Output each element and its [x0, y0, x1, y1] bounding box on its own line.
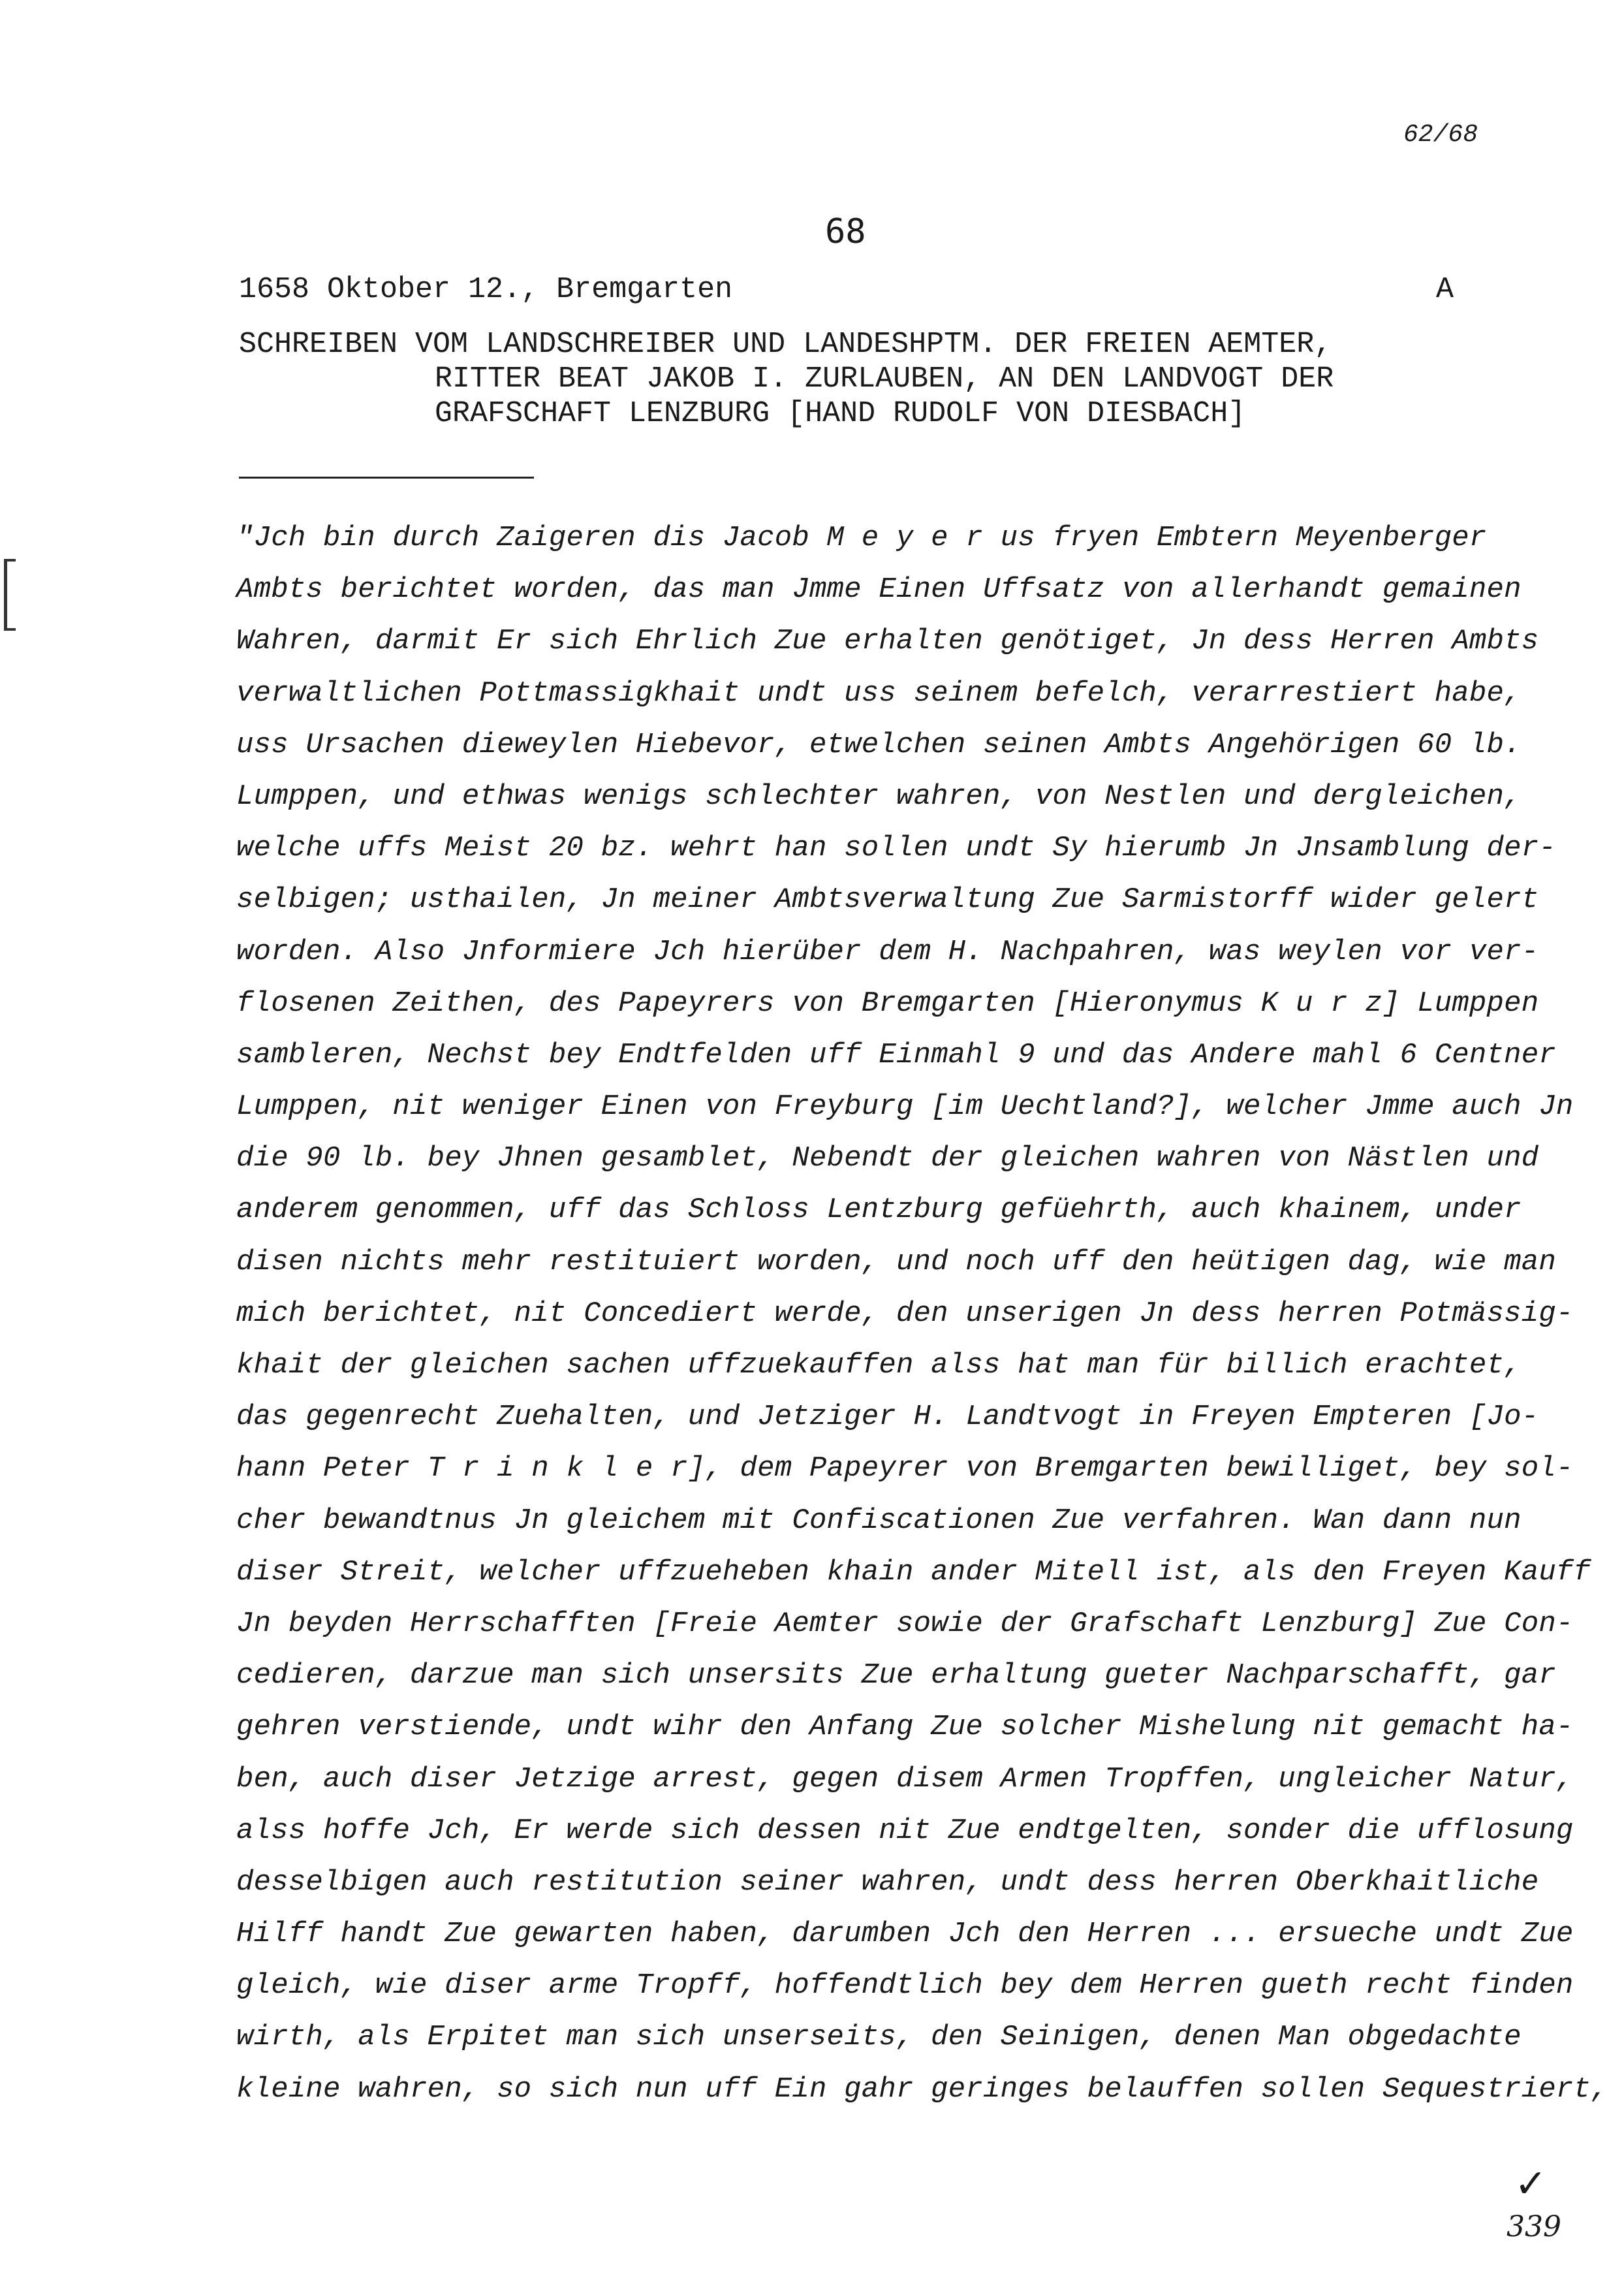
body-line: welche uffs Meist 20 bz. wehrt han sollen undt Sy hierumb Jn Jnsamblung der- — [236, 832, 1556, 865]
body-line: gehren verstiende, undt wihr den Anfang Zue solcher Mishelung nit gemacht ha- — [236, 1711, 1574, 1744]
body-line: Hilff handt Zue gewarten haben, darumben Jch den Herren ... ersueche undt Zue — [236, 1918, 1574, 1951]
heading-line-3: GRAFSCHAFT LENZBURG [HAND RUDOLF VON DIESBACH] — [435, 397, 1246, 430]
body-line: cher bewandtnus Jn gleichem mit Confiscationen Zue verfahren. Wan dann nun — [236, 1504, 1522, 1537]
body-line: flosenen Zeithen, des Papeyrers von Bremgarten [Hieronymus K u r z] Lumppen — [236, 987, 1539, 1020]
body-line: khait der gleichen sachen uffzuekauffen alss hat man für billich erachtet, — [236, 1349, 1522, 1382]
body-line: Lumppen, und ethwas wenigs schlechter wahren, von Nestlen und dergleichen, — [236, 780, 1522, 813]
body-line: disen nichts mehr restituiert worden, und noch uff den heütigen dag, wie man — [236, 1245, 1556, 1278]
document-number: 68 — [825, 212, 866, 251]
body-line: wirth, als Erpitet man sich unserseits, den Seinigen, denen Man obgedachte — [236, 2021, 1522, 2054]
margin-bracket-top-tick — [4, 559, 16, 562]
body-line: "Jch bin durch Zaigeren dis Jacob M e y e r us fryen Embtern Meyenberger — [236, 522, 1487, 554]
body-line: Jn beyden Herrschafften [Freie Aemter sowie der Grafschaft Lenzburg] Zue Con- — [236, 1607, 1574, 1640]
margin-bracket-mark — [4, 559, 7, 631]
body-line: ben, auch diser Jetzige arrest, gegen disem Armen Tropffen, ungleicher Natur, — [236, 1762, 1574, 1796]
body-line: gleich, wie diser arme Tropff, hoffendtlich bey dem Herren gueth recht finden — [236, 1969, 1574, 2003]
body-line: kleine wahren, so sich nun uff Ein gahr geringes belauffen sollen Sequestriert, — [236, 2072, 1608, 2106]
body-line: cedieren, darzue man sich unsersits Zue erhaltung gueter Nachparschafft, gar — [236, 1659, 1556, 1692]
body-line: mich berichtet, nit Concediert werde, den unserigen Jn dess herren Potmässig- — [236, 1297, 1574, 1330]
page-reference: 62/68 — [1403, 121, 1478, 149]
body-line: die 90 lb. bey Jhnen gesamblet, Nebendt der gleichen wahren von Nästlen und — [236, 1142, 1539, 1175]
body-line: das gegenrecht Zuehalten, und Jetziger H. Landtvogt in Freyen Empteren [Jo- — [236, 1401, 1539, 1434]
body-line: hann Peter T r i n k l e r], dem Papeyrer von Bremgarten bewilliget, bey sol- — [236, 1452, 1574, 1485]
body-line: sambleren, Nechst bey Endtfelden uff Einmahl 9 und das Andere mahl 6 Centner — [236, 1038, 1556, 1071]
check-mark-annotation: ✓ — [1514, 2161, 1548, 2207]
body-line: desselbigen auch restitution seiner wahren, undt dess herren Oberkhaitliche — [236, 1865, 1539, 1899]
letter-body — [236, 513, 1608, 2115]
body-line: Wahren, darmit Er sich Ehrlich Zue erhalten genötiget, Jn dess Herren Ambts — [236, 625, 1539, 658]
date-place-line: 1658 Oktober 12., Bremgarten — [239, 273, 733, 306]
body-line: Ambts berichtet worden, das man Jmme Einen Uffsatz von allerhandt gemainen — [236, 573, 1522, 607]
heading-line-2: RITTER BEAT JAKOB I. ZURLAUBEN, AN DEN LANDVOGT DER — [435, 362, 1334, 396]
body-line: Lumppen, nit weniger Einen von Freyburg [im Uechtland?], welcher Jmme auch Jn — [236, 1090, 1574, 1124]
margin-bracket-bottom-tick — [4, 628, 16, 631]
body-line: diser Streit, welcher uffzueheben khain ander Mitell ist, als den Freyen Kauff — [236, 1555, 1591, 1589]
body-line: uss Ursachen dieweylen Hiebevor, etwelchen seinen Ambts Angehörigen 60 lb. — [236, 728, 1522, 761]
separator-rule — [239, 477, 534, 479]
body-line: verwaltlichen Pottmassigkhait undt uss seinem befelch, verarrestiert habe, — [236, 676, 1522, 710]
folio-number: 339 — [1507, 2210, 1561, 2243]
heading-line-1: SCHREIBEN VOM LANDSCHREIBER UND LANDESHPTM. DER FREIEN AEMTER, — [239, 328, 1332, 361]
body-line: worden. Also Jnformiere Jch hierüber dem H. Nachpahren, was weylen vor ver- — [236, 935, 1539, 968]
body-line: selbigen; usthailen, Jn meiner Ambtsverwaltung Zue Sarmistorff wider gelert — [236, 883, 1539, 917]
body-line: alss hoffe Jch, Er werde sich dessen nit Zue endtgelten, sonder die ufflosung — [236, 1814, 1574, 1847]
classification-letter: A — [1436, 273, 1454, 306]
body-line: anderem genommen, uff das Schloss Lentzburg gefüehrth, auch khainem, under — [236, 1194, 1522, 1227]
